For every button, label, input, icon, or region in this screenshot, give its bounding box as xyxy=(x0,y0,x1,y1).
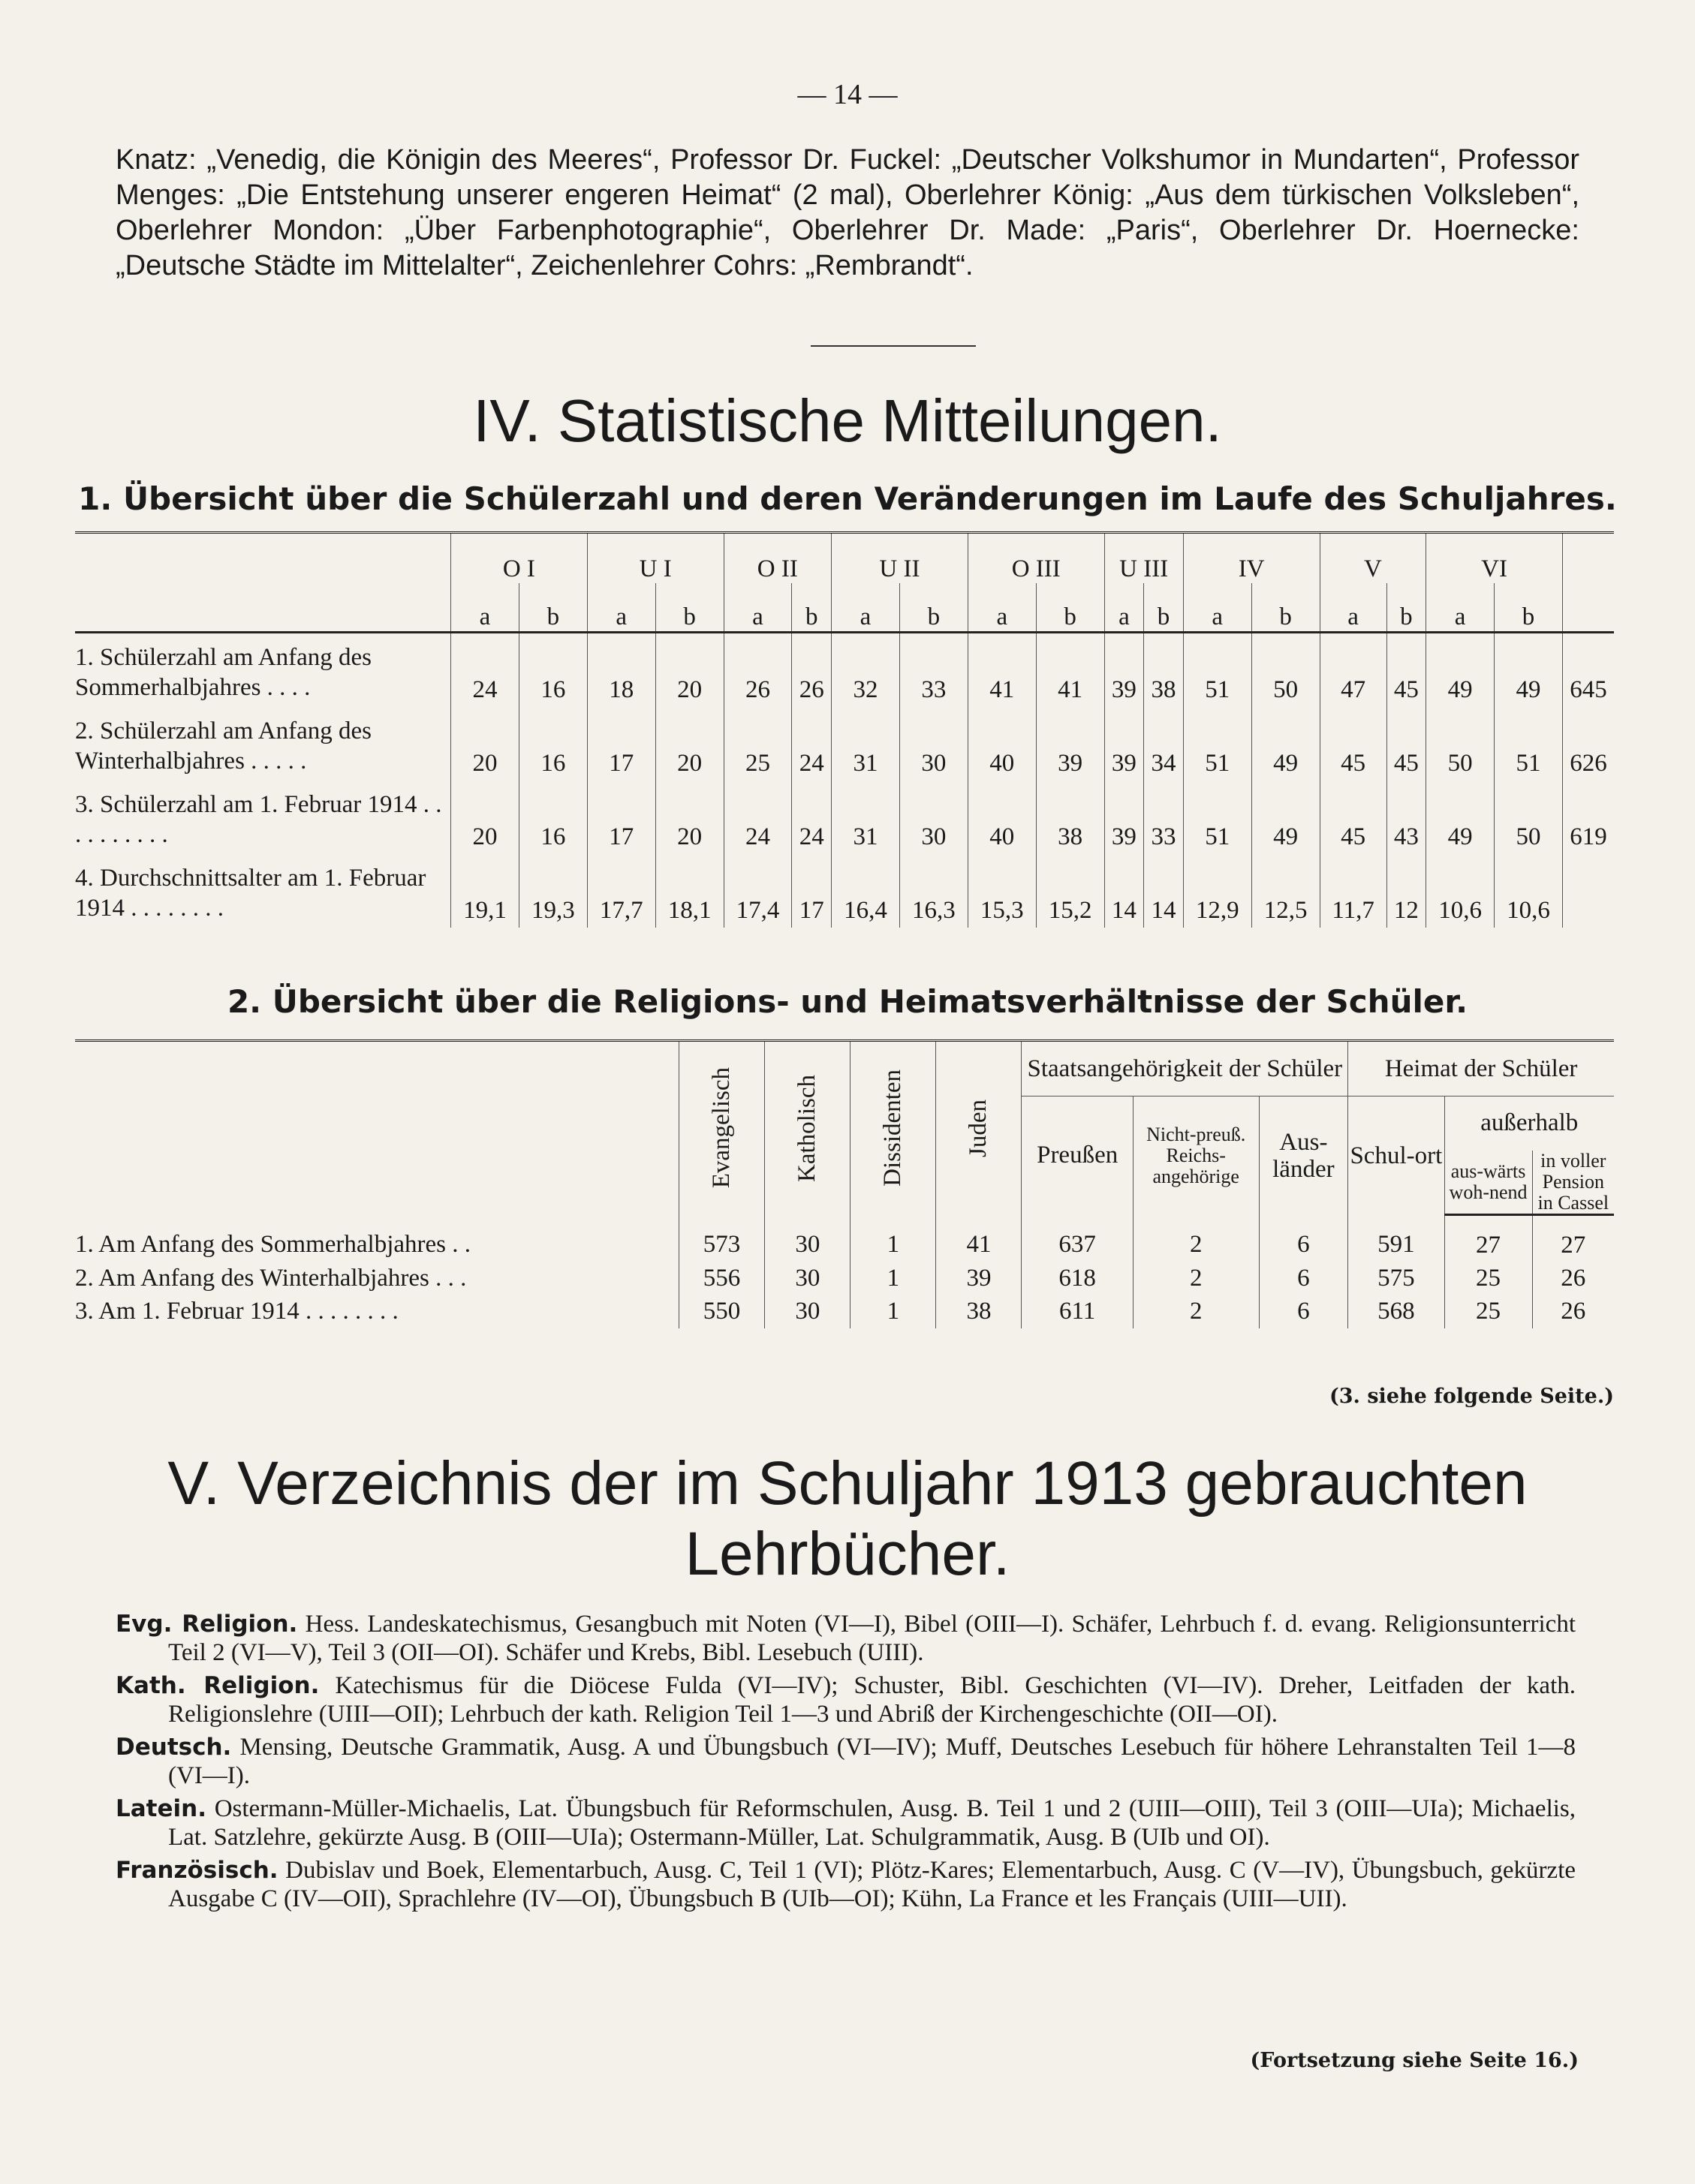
col-pension: in voller Pension in Cassel xyxy=(1532,1151,1614,1215)
class-header: IV xyxy=(1183,533,1320,584)
corner-cell xyxy=(75,1041,679,1215)
table-cell: 49 xyxy=(1251,707,1320,781)
table-cell: 6 xyxy=(1259,1214,1348,1262)
corner-cell xyxy=(75,533,451,584)
class-header: O III xyxy=(968,533,1104,584)
book-subject: Französisch. xyxy=(116,1857,278,1884)
class-header: VI xyxy=(1426,533,1563,584)
subclass-header: a xyxy=(968,583,1036,633)
ausserhalb-header: außerhalb xyxy=(1444,1097,1614,1151)
section-4-title: IV. Statistische Mitteilungen. xyxy=(473,387,1222,454)
total-cell: 619 xyxy=(1563,781,1615,854)
book-subject: Deutsch. xyxy=(116,1734,232,1761)
table-cell: 31 xyxy=(832,781,900,854)
row-label: 2. Schülerzahl am Anfang des Winterhalbjahres . . . . . xyxy=(75,717,372,775)
table-cell: 591 xyxy=(1348,1214,1444,1262)
book-subject: Kath. Religion. xyxy=(116,1672,320,1699)
book-entry xyxy=(116,1794,1576,1852)
table-cell: 12 xyxy=(1386,854,1426,928)
table-cell: 49 xyxy=(1426,633,1495,708)
table-cell: 26 xyxy=(792,633,832,708)
table-cell: 51 xyxy=(1183,633,1251,708)
book-entry xyxy=(116,1671,1576,1728)
table-cell: 25 xyxy=(724,707,792,781)
table-cell: 550 xyxy=(679,1295,765,1328)
table-cell: 11,7 xyxy=(1320,854,1386,928)
table-cell: 16 xyxy=(519,781,587,854)
book-entry xyxy=(116,1733,1576,1790)
subclass-header: a xyxy=(1426,583,1495,633)
table-cell: 20 xyxy=(451,707,519,781)
col-juden: Juden xyxy=(936,1041,1022,1215)
book-text: Hess. Landeskatechismus, Gesangbuch mit Noten (VI—I), Bibel (OIII—I). Schäfer, Lehrbuch f. d. evang. Religionsunterricht Teil 2 (VI—V), Teil 3 (OII—OI). Schäfer und Krebs, Bibl. Lesebuch (UIII). xyxy=(168,1611,1576,1666)
book-text: Ostermann-Müller-Michaelis, Lat. Übungsbuch für Reformschulen, Ausg. B. Teil 1 und 2 (UIII—OIII), Teil 3 (OIII—UIa); Michaelis, Lat. Satzlehre, gekürzte Ausg. B (OIII—UIa); Ostermann-Müller, Lat. Schulgrammatik, Ausg. B (UIb und OI). xyxy=(168,1795,1576,1851)
subclass-header: b xyxy=(1495,583,1563,633)
continuation-note: (Fortsetzung siehe Seite 16.) xyxy=(1250,2049,1579,2072)
divider xyxy=(811,345,976,347)
table-cell: 19,3 xyxy=(519,854,587,928)
table-cell: 10,6 xyxy=(1495,854,1563,928)
book-subject: Evg. Religion. xyxy=(116,1611,298,1638)
table-cell: 556 xyxy=(679,1262,765,1295)
table-row xyxy=(75,781,1614,854)
table-cell: 24 xyxy=(724,781,792,854)
table-cell: 30 xyxy=(899,781,968,854)
table-cell: 17,7 xyxy=(587,854,655,928)
subclass-header: a xyxy=(832,583,900,633)
table-cell: 17,4 xyxy=(724,854,792,928)
intro-text: Knatz: „Venedig, die Königin des Meeres“, Professor Dr. Fuckel: „Deutscher Volkshumor in Mundarten“, Professor Menges: „Die Entstehung unserer engeren Heimat“ (2 mal), Oberlehrer König: „Aus dem türkischen Volksleben“, Oberlehrer Mondon: „Über Farbenphotographie“, Oberlehrer Dr. Made: „Paris“, Oberlehrer Dr. Hoernecke: „Deutsche Städte im Mittelalter“, Zeichenlehrer Cohrs: „Rembrandt“. xyxy=(116,144,1579,281)
book-entry xyxy=(116,1856,1576,1913)
table-cell: 50 xyxy=(1426,707,1495,781)
table-cell: 1 xyxy=(851,1214,936,1262)
table-cell: 30 xyxy=(765,1295,851,1328)
table-cell: 40 xyxy=(968,781,1036,854)
subclass-header: b xyxy=(899,583,968,633)
table-cell: 38 xyxy=(1144,633,1184,708)
subclass-header: b xyxy=(519,583,587,633)
subclass-header: b xyxy=(792,583,832,633)
table-1-title: 1. Übersicht über die Schülerzahl und deren Veränderungen im Laufe des Schuljahres. xyxy=(78,480,1617,517)
total-cell xyxy=(1563,854,1615,928)
table-cell: 30 xyxy=(765,1214,851,1262)
table-cell: 41 xyxy=(1036,633,1104,708)
table-cell: 40 xyxy=(968,707,1036,781)
table-cell: 1 xyxy=(851,1295,936,1328)
table-cell: 49 xyxy=(1251,781,1320,854)
table-cell: 39 xyxy=(1104,781,1144,854)
heimat-header: Heimat der Schüler xyxy=(1348,1041,1614,1097)
table-cell: 17 xyxy=(587,707,655,781)
class-header: U II xyxy=(832,533,968,584)
section-5-title: V. Verzeichnis der im Schuljahr 1913 gebrauchten Lehrbücher. xyxy=(167,1449,1528,1588)
table-cell: 49 xyxy=(1495,633,1563,708)
row-label: 4. Durchschnittsalter am 1. Februar 1914 . . . . . . . . xyxy=(75,865,426,922)
table-cell: 20 xyxy=(655,781,724,854)
row-label: 1. Am Anfang des Sommerhalbjahres . . xyxy=(75,1231,471,1259)
table-cell: 568 xyxy=(1348,1295,1444,1328)
table-cell: 30 xyxy=(899,707,968,781)
table-cell: 15,3 xyxy=(968,854,1036,928)
col-nichtpreuss: Nicht-preuß. Reichs-angehörige xyxy=(1133,1097,1259,1215)
col-evangelisch: Evangelisch xyxy=(679,1041,765,1215)
table-cell: 611 xyxy=(1022,1295,1133,1328)
table-cell: 33 xyxy=(1144,781,1184,854)
table-cell: 20 xyxy=(655,707,724,781)
table-cell: 43 xyxy=(1386,781,1426,854)
table-row xyxy=(75,854,1614,928)
corner-cell xyxy=(75,583,451,633)
col-preussen: Preußen xyxy=(1022,1097,1133,1215)
subclass-header: a xyxy=(1104,583,1144,633)
col-dissidenten: Dissidenten xyxy=(851,1041,936,1215)
table-cell: 51 xyxy=(1495,707,1563,781)
book-text: Dubislav und Boek, Elementarbuch, Ausg. C, Teil 1 (VI); Plötz-Kares; Elementarbuch, Ausg. C (V—IV), Übungsbuch, gekürzte Ausgabe C (IV—OII), Sprachlehre (IV—OI), Übungsbuch B (UIb—OI); Kühn, La France et les Français (UIII—UII). xyxy=(168,1857,1576,1912)
table-cell: 14 xyxy=(1104,854,1144,928)
table-cell: 50 xyxy=(1495,781,1563,854)
table-cell: 12,9 xyxy=(1183,854,1251,928)
col-auswaerts: aus-wärts woh-nend xyxy=(1444,1151,1532,1215)
total-header xyxy=(1563,533,1615,584)
table-cell: 18,1 xyxy=(655,854,724,928)
intro-paragraph xyxy=(116,143,1579,284)
subclass-header: b xyxy=(1144,583,1184,633)
table-cell: 2 xyxy=(1133,1214,1259,1262)
subclass-header: b xyxy=(655,583,724,633)
table-cell: 27 xyxy=(1532,1214,1614,1262)
class-header: V xyxy=(1320,533,1426,584)
table-cell: 18 xyxy=(587,633,655,708)
book-text: Katechismus für die Diöcese Fulda (VI—IV); Schuster, Bibl. Geschichten (VI—IV). Dreher, Leitfaden der kath. Religionslehre (UIII—OII); Lehrbuch der kath. Religion Teil 1—3 und Abriß der Kirchengeschichte (OII—OI). xyxy=(168,1672,1576,1728)
table-cell: 27 xyxy=(1444,1214,1532,1262)
table-cell: 20 xyxy=(451,781,519,854)
class-header: U I xyxy=(587,533,724,584)
table-cell: 24 xyxy=(792,781,832,854)
subclass-header: a xyxy=(1183,583,1251,633)
subclass-header: b xyxy=(1251,583,1320,633)
table-cell: 24 xyxy=(451,633,519,708)
table-cell: 39 xyxy=(936,1262,1022,1295)
table-cell: 34 xyxy=(1144,707,1184,781)
book-entry xyxy=(116,1610,1576,1667)
table-cell: 45 xyxy=(1320,707,1386,781)
class-header: U III xyxy=(1104,533,1183,584)
table-cell: 25 xyxy=(1444,1295,1532,1328)
total-subheader xyxy=(1563,583,1615,633)
row-label: 1. Schülerzahl am Anfang des Sommerhalbjahres . . . . xyxy=(75,644,372,701)
page-number: — 14 — xyxy=(797,79,898,110)
table-cell: 15,2 xyxy=(1036,854,1104,928)
table-cell: 16,3 xyxy=(899,854,968,928)
table-cell: 32 xyxy=(832,633,900,708)
table-cell: 2 xyxy=(1133,1295,1259,1328)
table-cell: 12,5 xyxy=(1251,854,1320,928)
table-cell: 33 xyxy=(899,633,968,708)
table-cell: 26 xyxy=(1532,1262,1614,1295)
table-cell: 38 xyxy=(1036,781,1104,854)
table-cell: 6 xyxy=(1259,1295,1348,1328)
table-row xyxy=(75,1214,1614,1262)
book-text: Mensing, Deutsche Grammatik, Ausg. A und Übungsbuch (VI—IV); Muff, Deutsches Lesebuch für höhere Lehranstalten Teil 1—8 (VI—I). xyxy=(168,1734,1576,1789)
row-label: 3. Am 1. Februar 1914 . . . . . . . . xyxy=(75,1298,399,1325)
table-cell: 38 xyxy=(936,1295,1022,1328)
table-cell: 16,4 xyxy=(832,854,900,928)
table-cell: 47 xyxy=(1320,633,1386,708)
table-cell: 6 xyxy=(1259,1262,1348,1295)
total-cell: 645 xyxy=(1563,633,1615,708)
subclass-header: a xyxy=(724,583,792,633)
table-cell: 573 xyxy=(679,1214,765,1262)
row-label: 2. Am Anfang des Winterhalbjahres . . . xyxy=(75,1265,467,1292)
table-cell: 2 xyxy=(1133,1262,1259,1295)
subclass-header: a xyxy=(587,583,655,633)
subclass-header: a xyxy=(1320,583,1386,633)
table-cell: 17 xyxy=(587,781,655,854)
table-cell: 24 xyxy=(792,707,832,781)
subclass-header: a xyxy=(451,583,519,633)
table-cell: 30 xyxy=(765,1262,851,1295)
table-cell: 25 xyxy=(1444,1262,1532,1295)
table-cell: 19,1 xyxy=(451,854,519,928)
table-row xyxy=(75,1295,1614,1328)
class-header: O II xyxy=(724,533,831,584)
table-cell: 45 xyxy=(1320,781,1386,854)
book-subject: Latein. xyxy=(116,1795,206,1822)
table-cell: 49 xyxy=(1426,781,1495,854)
table-cell: 39 xyxy=(1104,633,1144,708)
table-row xyxy=(75,1262,1614,1295)
table-cell: 45 xyxy=(1386,633,1426,708)
table-row xyxy=(75,633,1614,708)
class-header: O I xyxy=(451,533,588,584)
table-cell: 51 xyxy=(1183,707,1251,781)
table-2-title: 2. Übersicht über die Religions- und Heimatsverhältnisse der Schüler. xyxy=(227,983,1468,1020)
subclass-header: b xyxy=(1036,583,1104,633)
table-cell: 16 xyxy=(519,633,587,708)
table-row xyxy=(75,707,1614,781)
subclass-header: b xyxy=(1386,583,1426,633)
table-cell: 10,6 xyxy=(1426,854,1495,928)
table-cell: 39 xyxy=(1036,707,1104,781)
table-cell: 575 xyxy=(1348,1262,1444,1295)
table-cell: 17 xyxy=(792,854,832,928)
table-cell: 20 xyxy=(655,633,724,708)
table-cell: 637 xyxy=(1022,1214,1133,1262)
table-cell: 41 xyxy=(968,633,1036,708)
table-cell: 26 xyxy=(1532,1295,1614,1328)
table-2-note: (3. siehe folgende Seite.) xyxy=(1329,1385,1614,1408)
table-cell: 45 xyxy=(1386,707,1426,781)
table-cell: 39 xyxy=(1104,707,1144,781)
table-cell: 26 xyxy=(724,633,792,708)
table-cell: 1 xyxy=(851,1262,936,1295)
col-schulort: Schul-ort xyxy=(1348,1097,1444,1215)
col-katholisch: Katholisch xyxy=(765,1041,851,1215)
table-cell: 16 xyxy=(519,707,587,781)
student-count-table xyxy=(75,531,1614,928)
total-cell: 626 xyxy=(1563,707,1615,781)
table-cell: 14 xyxy=(1144,854,1184,928)
table-cell: 50 xyxy=(1251,633,1320,708)
staat-header: Staatsangehörigkeit der Schüler xyxy=(1022,1041,1348,1097)
row-label: 3. Schülerzahl am 1. Februar 1914 . . . . . . . . . . xyxy=(75,791,442,848)
table-cell: 41 xyxy=(936,1214,1022,1262)
table-cell: 618 xyxy=(1022,1262,1133,1295)
table-cell: 51 xyxy=(1183,781,1251,854)
book-list xyxy=(116,1610,1576,1918)
religion-table xyxy=(75,1039,1614,1328)
col-auslaender: Aus-länder xyxy=(1259,1097,1348,1215)
table-cell: 31 xyxy=(832,707,900,781)
